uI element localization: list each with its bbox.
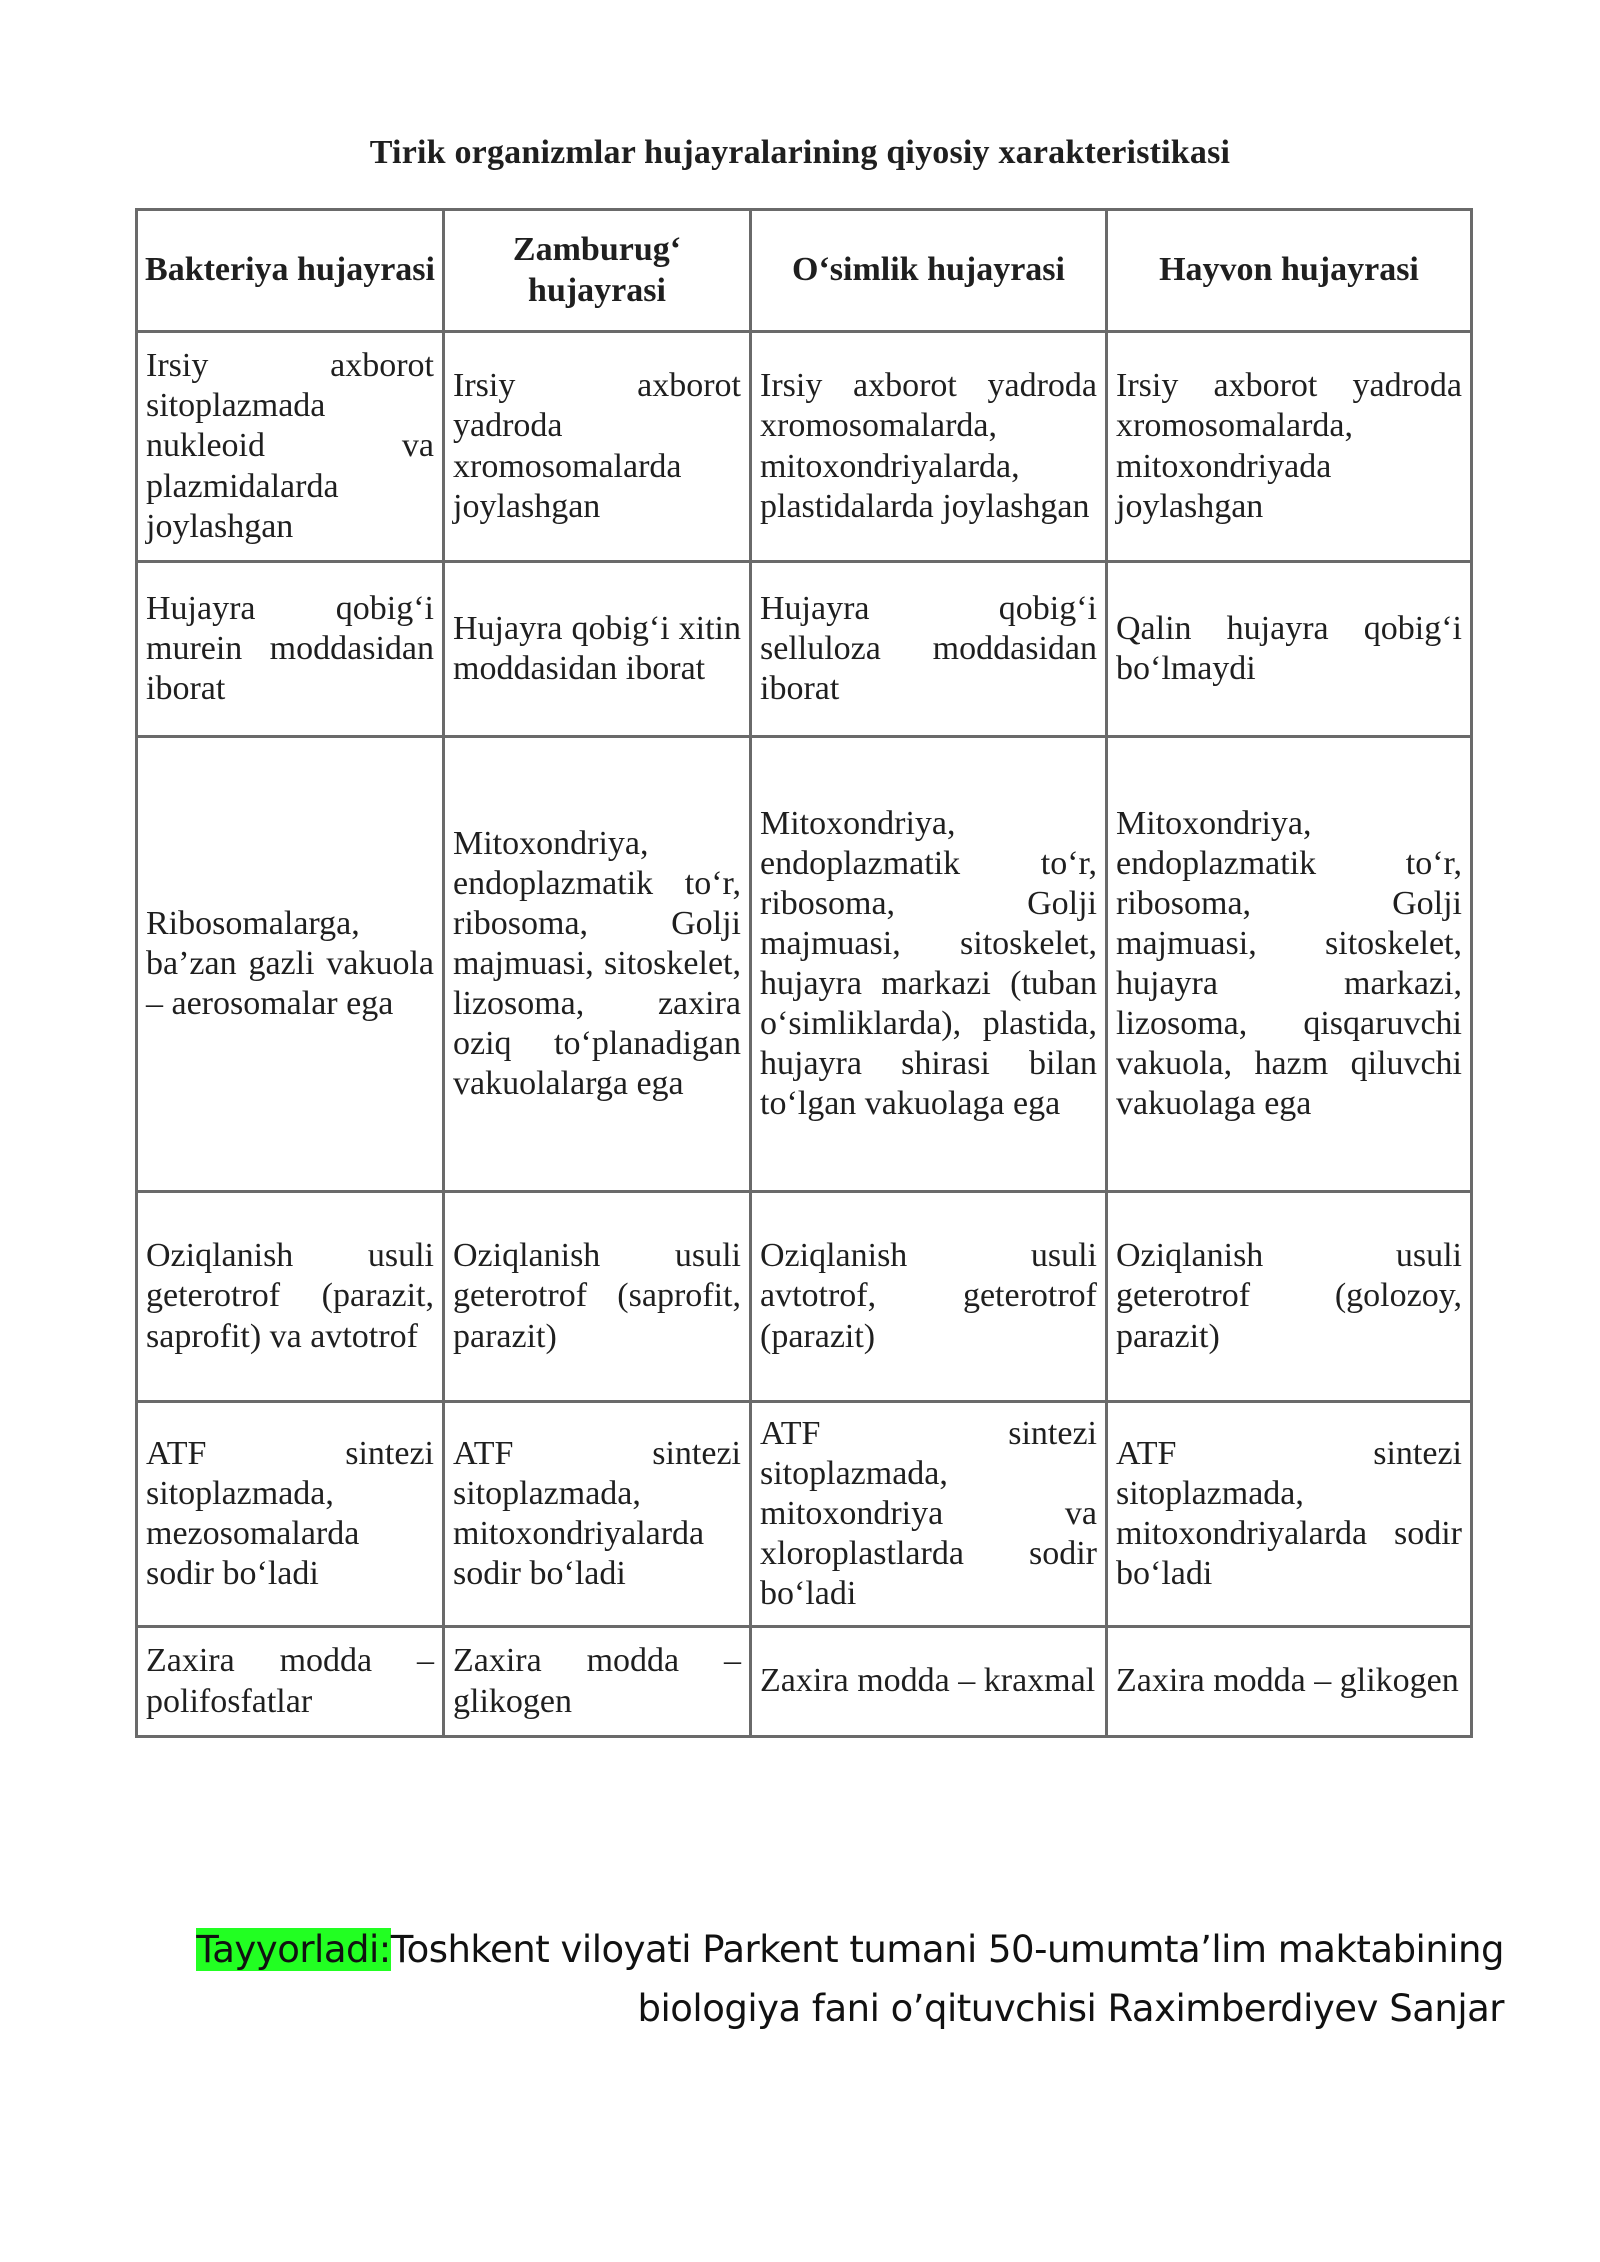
table-cell: Zaxira modda – kraxmal xyxy=(751,1627,1107,1737)
table-cell: ATF sintezi sitoplazmada, mitoxondriyalarda sodir bo‘ladi xyxy=(1107,1402,1472,1627)
table-cell: Zaxira modda – polifosfatlar xyxy=(137,1627,444,1737)
table-cell: Irsiy axborot yadroda xromosomalarda joylashgan xyxy=(444,332,751,562)
credit-text: Toshkent viloyati Parkent tumani 50-umumta’lim maktabining biologiya fani o’qituvchisi Raximberdiyev Sanjar xyxy=(390,1928,1504,2031)
table-row xyxy=(137,332,1472,562)
table-row xyxy=(137,1192,1472,1402)
table-cell: Oziqlanish usuli geterotrof (saprofit, parazit) xyxy=(444,1192,751,1402)
table-cell: Oziqlanish usuli geterotrof (golozoy, parazit) xyxy=(1107,1192,1472,1402)
table-cell: ATF sintezi sitoplazmada, mezosomalarda sodir bo‘ladi xyxy=(137,1402,444,1627)
table-cell: Ribosomalarga, ba’zan gazli vakuola – aerosomalar ega xyxy=(137,737,444,1192)
header-fungus: Zamburug‘ hujayrasi xyxy=(444,210,751,332)
table-cell: Irsiy axborot sitoplazmada nukleoid va plazmidalarda joylashgan xyxy=(137,332,444,562)
table-cell: Oziqlanish usuli geterotrof (parazit, saprofit) va avtotrof xyxy=(137,1192,444,1402)
table-cell: Mitoxondriya, endoplazmatik to‘r, ribosoma, Golji majmuasi, sitoskelet, hujayra markazi, lizosoma, qisqaruvchi vakuola, hazm qiluvchi vakuolaga ega xyxy=(1107,737,1472,1192)
header-plant: O‘simlik hujayrasi xyxy=(751,210,1107,332)
table-row xyxy=(137,737,1472,1192)
table-cell: Hujayra qobig‘i murein moddasidan iborat xyxy=(137,562,444,737)
table-header-row xyxy=(137,210,1472,332)
author-credit xyxy=(124,1920,1504,2038)
table-cell: Qalin hujayra qobig‘i bo‘lmaydi xyxy=(1107,562,1472,737)
table-cell: ATF sintezi sitoplazmada, mitoxondriyalarda sodir bo‘ladi xyxy=(444,1402,751,1627)
table-cell: Hujayra qobig‘i xitin moddasidan iborat xyxy=(444,562,751,737)
table-cell: Mitoxondriya, endoplazmatik to‘r, ribosoma, Golji majmuasi, sitoskelet, hujayra markazi (tuban o‘simliklarda), plastida, hujayra shirasi bilan to‘lgan vakuolaga ega xyxy=(751,737,1107,1192)
table-row xyxy=(137,1402,1472,1627)
table-cell: ATF sintezi sitoplazmada, mitoxondriya va xloroplastlarda sodir bo‘ladi xyxy=(751,1402,1107,1627)
comparison-table xyxy=(135,208,1473,1738)
table-cell: Irsiy axborot yadroda xromosomalarda, mitoxondriyada joylashgan xyxy=(1107,332,1472,562)
table-cell: Zaxira modda – glikogen xyxy=(444,1627,751,1737)
table-cell: Mitoxondriya, endoplazmatik to‘r, ribosoma, Golji majmuasi, sitoskelet, lizosoma, zaxira oziq to‘planadigan vakuolalarga ega xyxy=(444,737,751,1192)
header-animal: Hayvon hujayrasi xyxy=(1107,210,1472,332)
header-bacteria: Bakteriya hujayrasi xyxy=(137,210,444,332)
page-title: Tirik organizmlar hujayralarining qiyosiy xarakteristikasi xyxy=(369,134,1231,171)
table-cell: Oziqlanish usuli avtotrof, geterotrof (parazit) xyxy=(751,1192,1107,1402)
table-row xyxy=(137,562,1472,737)
table-cell: Irsiy axborot yadroda xromosomalarda, mitoxondriyalarda, plastidalarda joylashgan xyxy=(751,332,1107,562)
credit-label: Tayyorladi: xyxy=(196,1928,391,1971)
table-cell: Hujayra qobig‘i selluloza moddasidan iborat xyxy=(751,562,1107,737)
table-cell: Zaxira modda – glikogen xyxy=(1107,1627,1472,1737)
table-row xyxy=(137,1627,1472,1737)
